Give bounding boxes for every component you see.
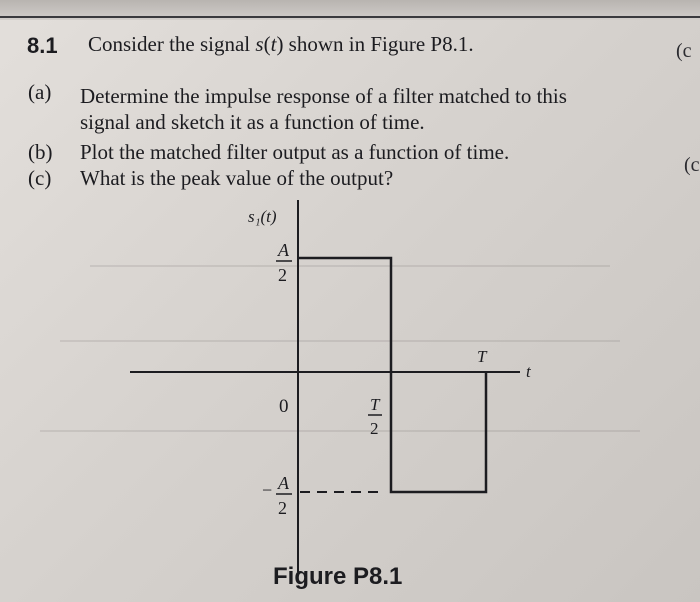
y-axis-label: s₁(t) [248,207,277,226]
half-period-denominator: 2 [370,419,379,438]
low-level-sign: − [262,480,273,500]
high-level-numerator: A [278,240,289,260]
half-period-numerator: T [370,395,380,414]
origin-label: 0 [279,396,289,417]
part-c-label: (c) [28,166,52,190]
low-level-denominator: 2 [278,498,287,518]
part-a-line-1: Determine the impulse response of a filter matched to this [80,84,567,108]
time-axis-label: t [526,362,531,381]
problem-number: 8.1 [27,33,58,58]
low-level-numerator: A [278,473,289,493]
problem-statement: Consider the signal s(t) shown in Figure P8.1. [88,32,474,56]
high-level-denominator: 2 [278,265,287,285]
margin-fragment-top: (c [676,40,692,62]
period-tick-label: T [477,347,487,366]
part-c-line-1: What is the peak value of the output? [80,166,394,190]
part-a-line-2: signal and sketch it as a function of time. [80,110,425,134]
figure-caption: Figure P8.1 [273,563,403,590]
part-b-label: (b) [28,140,53,164]
margin-fragment-mid: (c [684,154,700,176]
part-b-line-1: Plot the matched filter output as a function of time. [80,140,510,164]
part-a-label: (a) [28,80,52,104]
